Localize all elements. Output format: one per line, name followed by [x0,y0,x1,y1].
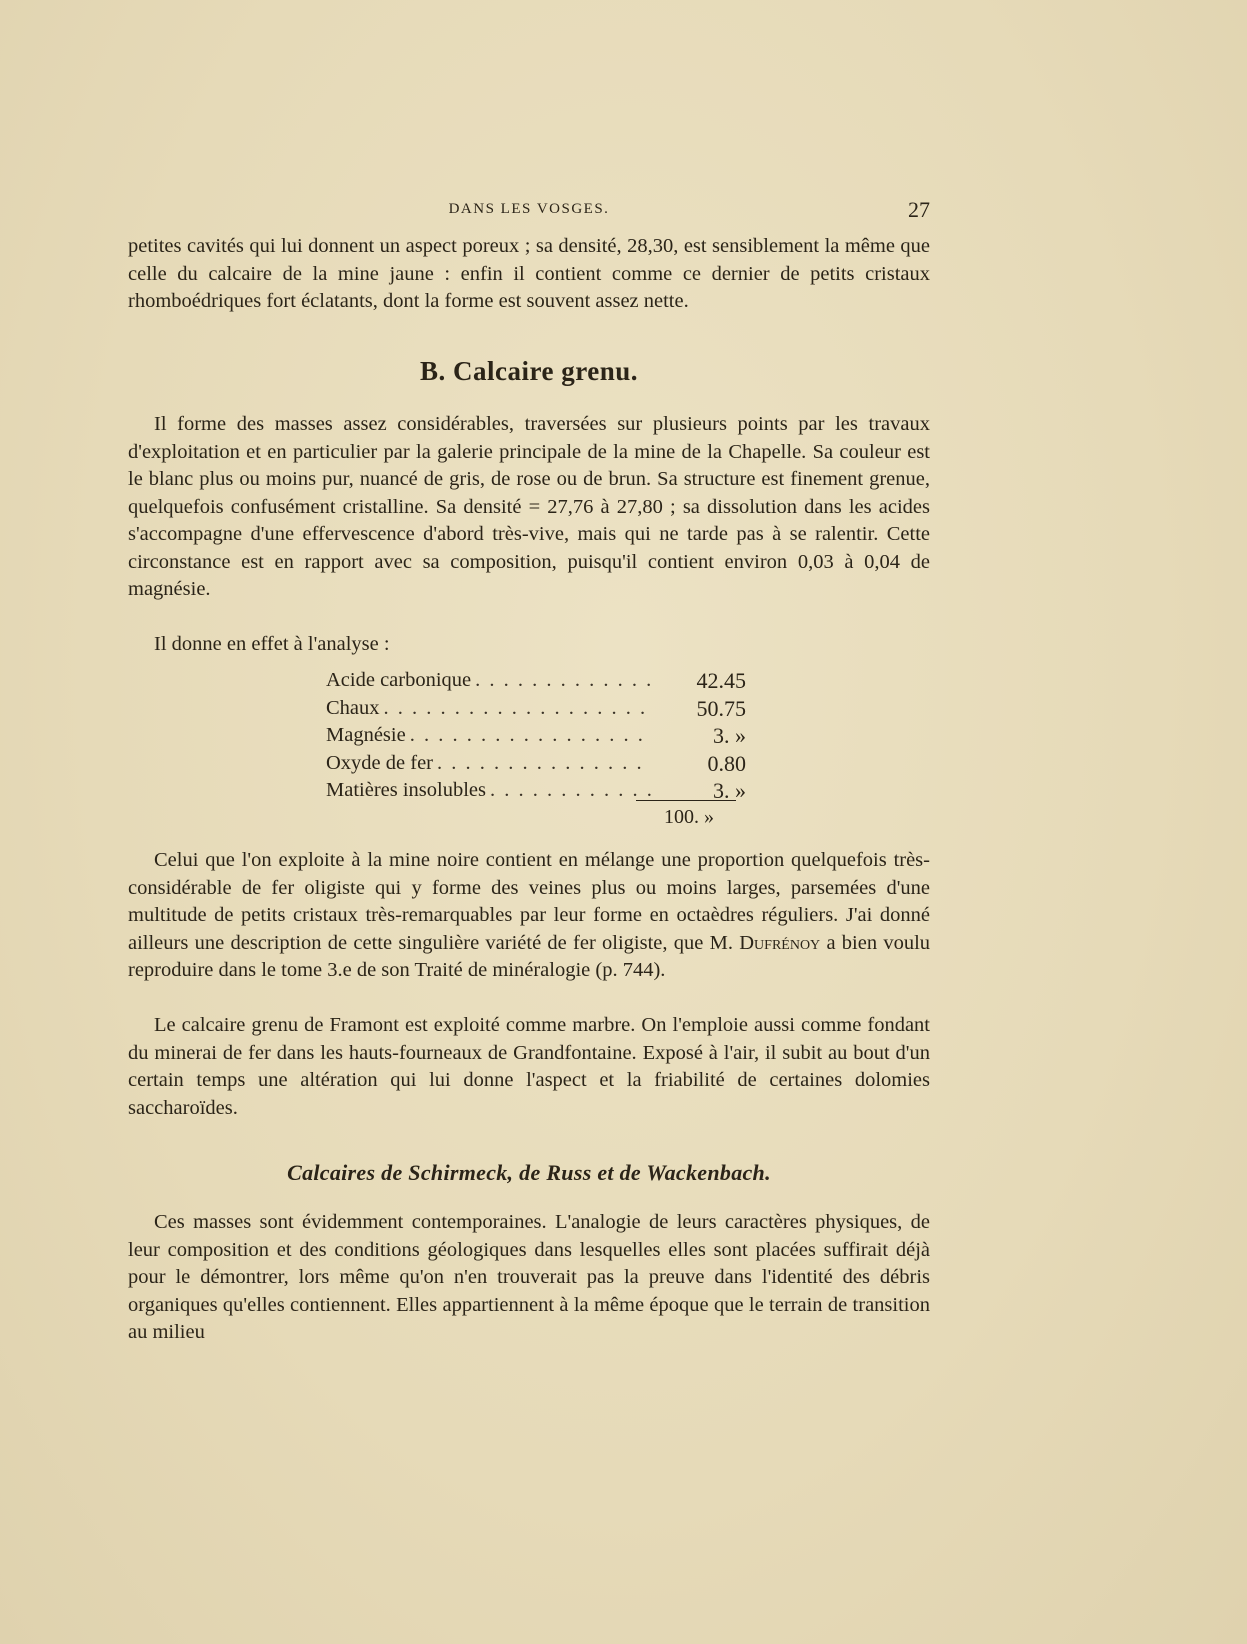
analysis-row [326,695,746,723]
paragraph-text: Celui que l'on exploite à la mine noire contient en mélange une proportion quelquefois très-considérable de fer oligiste qui y forme des veines plus ou moins larges, parsemées d'une multitude de petits cristaux très-remarquables par leur forme en octaèdres réguliers. J'ai donné ailleurs une description de cette singulière variété de fer oligiste, que M. [128,849,930,954]
paragraph-framont: Le calcaire grenu de Framont est exploité comme marbre. On l'emploie aussi comme fondant du minerai de fer dans les hauts-fourneaux de Grandfontaine. Exposé à l'air, il subit au bout d'un certain temps une altération qui lui donne l'aspect et la friabilité de certaines dolomies saccharoïdes. [128,1014,930,1119]
analysis-label: Magnésie [326,724,406,746]
leader-dots [490,777,652,805]
section-heading-schirmeck: Calcaires de Schirmeck, de Russ et de Wackenbach. [287,1160,771,1185]
analysis-value: 50.75 [696,695,746,721]
analysis-value: 3. » [713,778,746,803]
paragraph-mine-noire [128,847,930,985]
paragraph-continuation: petites cavités qui lui donnent un aspect poreux ; sa densité, 28,30, est sensiblement la même que celle du calcaire de la mine jaune : enfin il contient comme ce dernier de petits cristaux rhomboédriques fort éclatants, dont la forme est souvent assez nette. [128,235,930,312]
leader-dots [384,695,652,723]
analysis-row [326,667,746,695]
analysis-label: Chaux [326,696,380,719]
sum-rule [636,800,736,801]
analysis-value: 0.80 [707,750,746,776]
paragraph-text: a bien voulu reproduire dans le tome 3.e de son Traité de minéralogie (p. 744). [128,931,931,981]
running-header [128,197,930,221]
page-number: 27 [908,197,930,222]
analysis-value: 3. » [713,723,746,748]
analysis-label: Matières insolubles [326,779,486,801]
analysis-value: 42.45 [696,668,746,693]
analysis-label: Acide carbonique [326,669,472,691]
paragraph-schirmeck: Ces masses sont évidemment contemporaines. L'analogie de leurs caractères physiques, de leur composition et des conditions géologiques dans lesquelles elles sont placées suffirait déjà pour le démontrer, lors même qu'on n'en trouverait pas la preuve dans l'identité des débris organiques qu'elles contiennent. Elles appartiennent à la même époque que le terrain de transition au milieu [128,1211,930,1343]
analysis-intro: Il donne en effet à l'analyse : [154,633,390,655]
section-heading-calcaire-grenu: B. Calcaire grenu. [420,356,638,386]
analysis-label: Oxyde de fer [326,751,434,774]
analysis-row [326,750,746,778]
analysis-table [326,667,746,805]
analysis-total: 100. » [664,806,714,828]
running-title: DANS LES VOSGES. [448,201,610,217]
leader-dots [410,722,652,750]
analysis-row [326,722,746,750]
author-name: Dufrénoy [739,931,821,954]
paragraph-calcaire-grenu: Il forme des masses assez considérables, traversées sur plusieurs points par les travaux d'exploitation et en particulier par la galerie principale de la mine de la Chapelle. Sa couleur est le blanc plus ou moins pur, nuancé de gris, de rose ou de brun. Sa structure est finement grenue, quelquefois confusément cristalline. Sa densité = 27,76 à 27,80 ; sa dissolution dans les acides s'accompagne d'une effervescence d'abord très-vive, mais qui ne tarde pas à se ralentir. Cette circonstance est en rapport avec sa composition, puisqu'il contient environ 0,03 à 0,04 de magnésie. [128,413,930,600]
leader-dots [437,750,652,778]
leader-dots [475,667,652,695]
